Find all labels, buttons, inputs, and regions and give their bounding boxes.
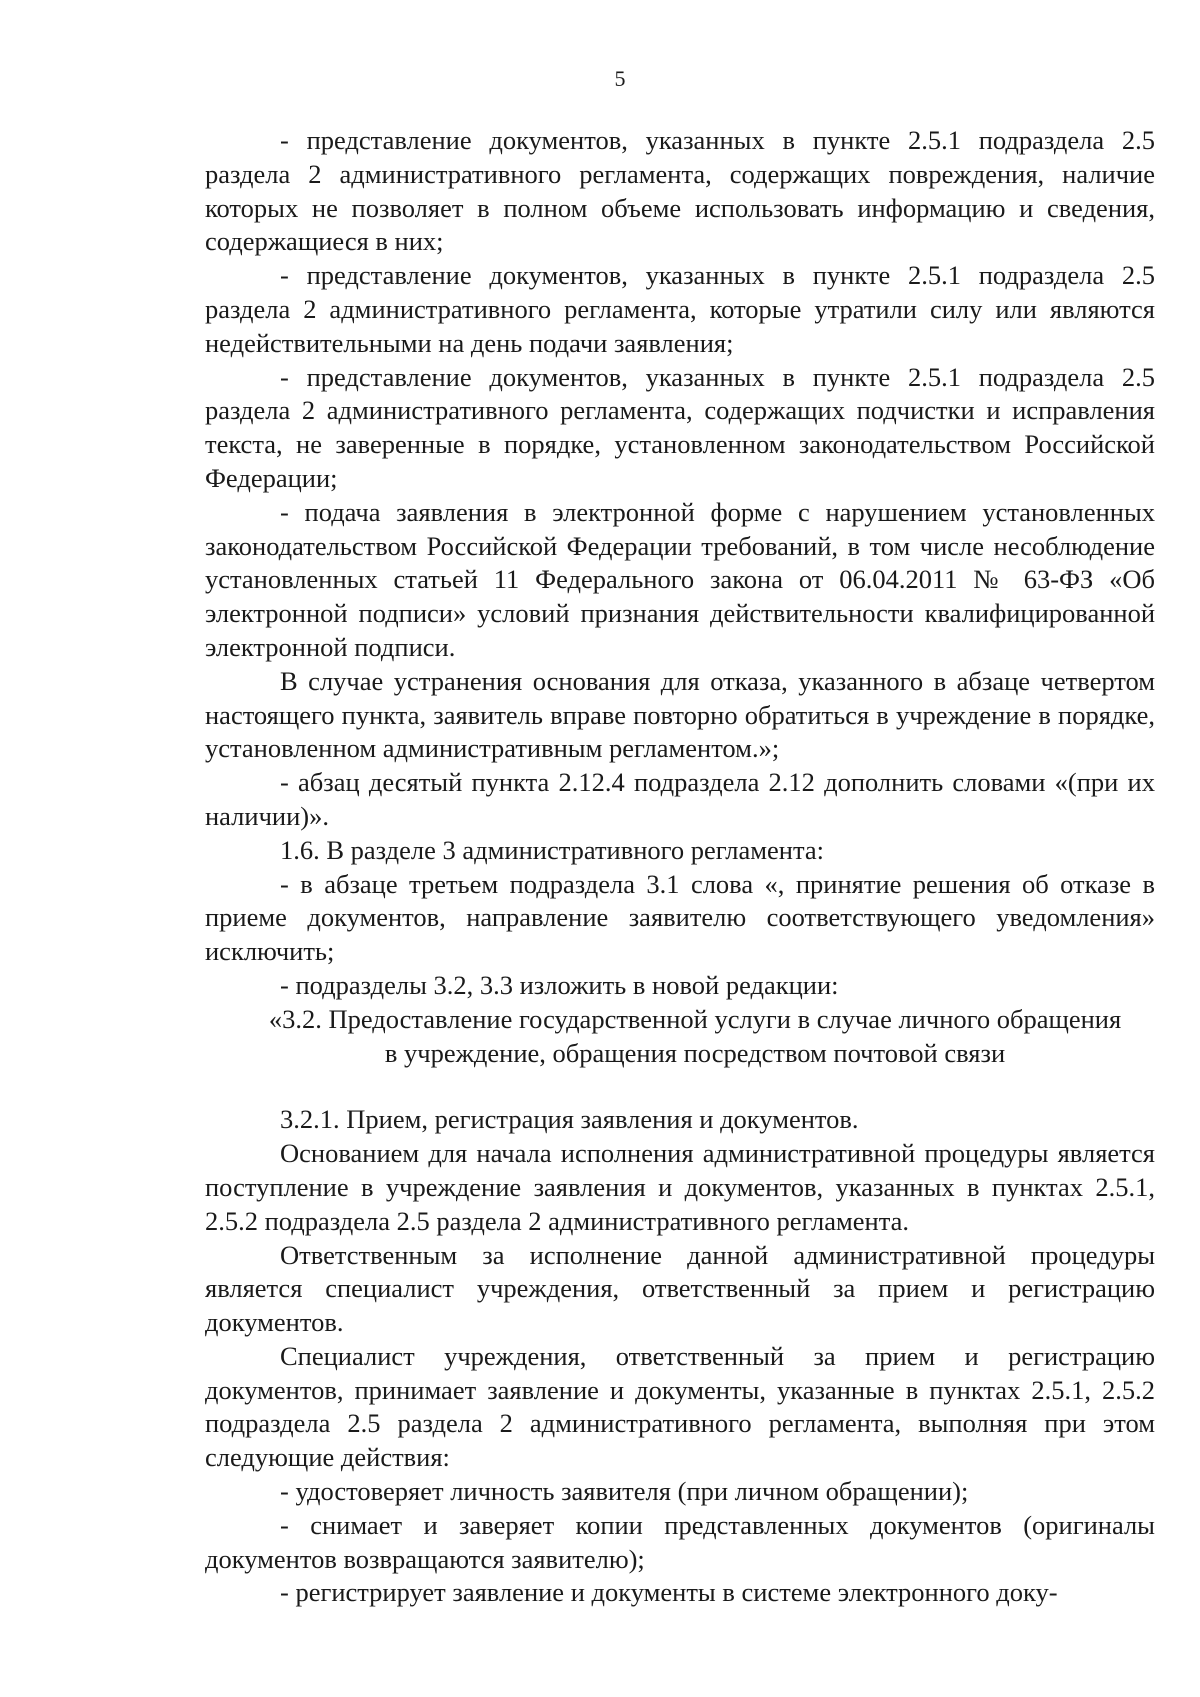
paragraph: - регистрирует заявление и документы в системе электронного доку- — [280, 1577, 1058, 1608]
paragraph: 1.6. В разделе 3 административного регламента: — [280, 834, 825, 865]
paragraph: - подача заявления в электронной форме с нарушением установленных законодательством Российской Федерации требований, в том числе несоблюдение установленных статьей 11 Федерального закона от 06.04.2011 № 63-ФЗ «Об электронной подписи» условий признания действительности квалифицированной электронной подписи. — [205, 496, 1155, 662]
paragraph: Специалист учреждения, ответственный за прием и регистрацию документов, принимает заявление и документы, указанные в пунктах 2.5.1, 2.5.2 подраздела 2.5 раздела 2 административного регламента, выполняя при этом следующие действия: — [205, 1340, 1155, 1473]
paragraph: - удостоверяет личность заявителя (при личном обращении); — [280, 1476, 969, 1507]
paragraph: - абзац десятый пункта 2.12.4 подраздела 2.12 дополнить словами «(при их наличии)». — [205, 767, 1155, 831]
section-heading: «3.2. Предоставление государственной услуги в случае личного обращения в учреждение, обращения посредством почтовой связи — [268, 1003, 1122, 1068]
paragraph: 3.2.1. Прием, регистрация заявления и документов. — [280, 1104, 859, 1135]
paragraph: - подразделы 3.2, 3.3 изложить в новой редакции: — [280, 969, 839, 1000]
paragraph: Ответственным за исполнение данной административной процедуры является специалист учреждения, ответственный за прием и регистрацию документов. — [205, 1239, 1155, 1338]
paragraph: - представление документов, указанных в пункте 2.5.1 подраздела 2.5 раздела 2 административного регламента, содержащих повреждения, наличие которых не позволяет в полном объеме использовать информацию и сведения, содержащиеся в них; — [205, 125, 1155, 257]
page-number: 5 — [614, 66, 626, 91]
paragraph: Основанием для начала исполнения административной процедуры является поступление в учреждение заявления и документов, указанных в пунктах 2.5.1, 2.5.2 подраздела 2.5 раздела 2 административного регламента. — [205, 1138, 1155, 1236]
document-body — [205, 124, 1155, 1610]
paragraph: - в абзаце третьем подраздела 3.1 слова «, принятие решения об отказе в приеме документов, направление заявителю соответствующего уведомления» исключить; — [205, 868, 1155, 967]
paragraph: В случае устранения основания для отказа, указанного в абзаце четвертом настоящего пункта, заявитель вправе повторно обратиться в учреждение в порядке, установленном административным регламентом.»; — [205, 665, 1155, 764]
paragraph: - представление документов, указанных в пункте 2.5.1 подраздела 2.5 раздела 2 административного регламента, содержащих подчистки и исправления текста, не заверенные в порядке, установленном законодательством Российской Федерации; — [205, 361, 1155, 493]
paragraph: - представление документов, указанных в пункте 2.5.1 подраздела 2.5 раздела 2 административного регламента, которые утратили силу или являются недействительными на день подачи заявления; — [205, 260, 1155, 358]
paragraph: - снимает и заверяет копии представленных документов (оригиналы документов возвращаются заявителю); — [205, 1509, 1155, 1574]
spacer — [205, 1070, 1155, 1103]
